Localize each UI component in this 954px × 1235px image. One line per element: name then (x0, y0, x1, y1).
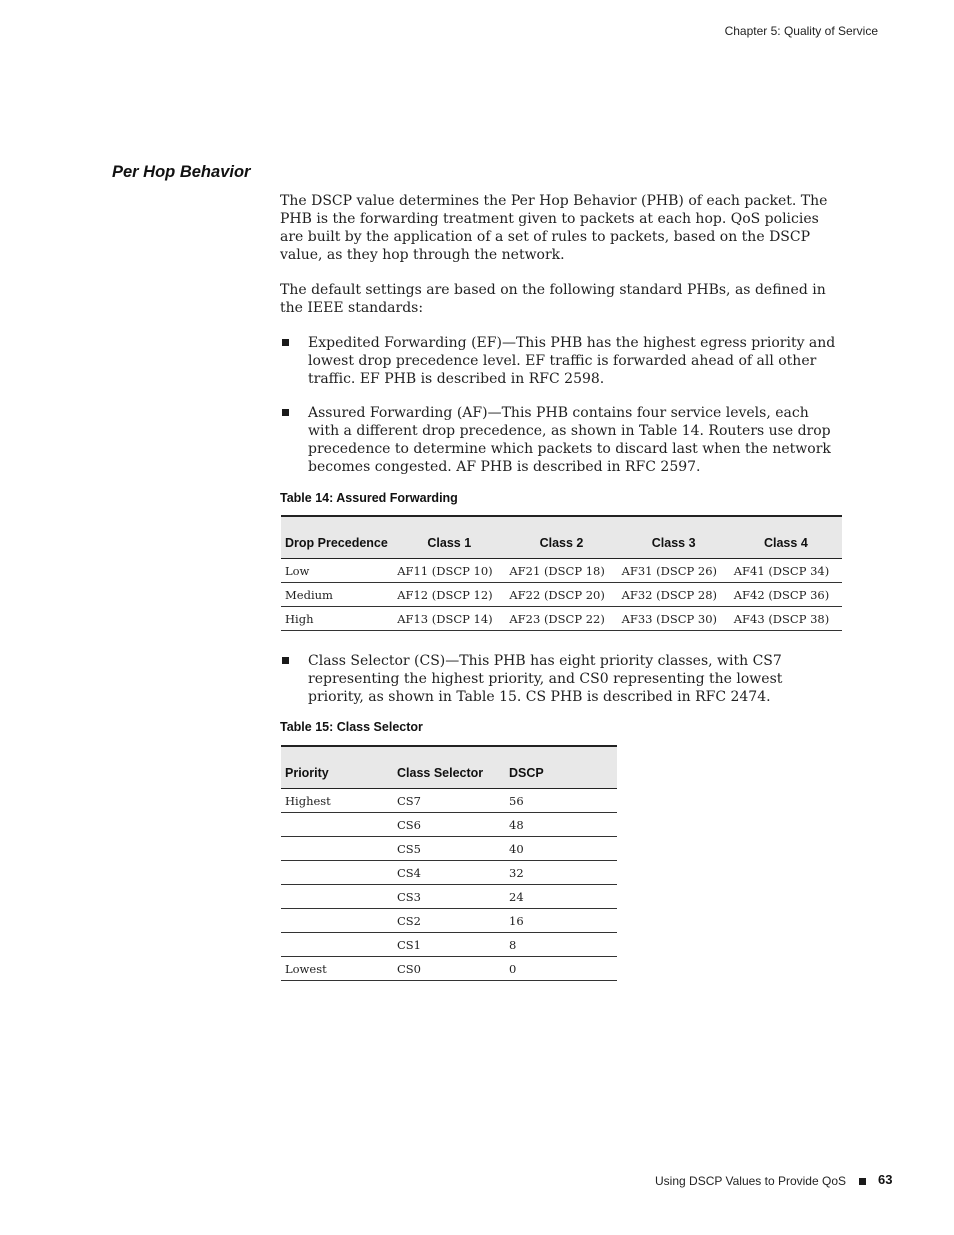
running-footer: Using DSCP Values to Provide QoS (655, 1174, 846, 1188)
bullet-item-af (280, 404, 842, 476)
section-title: Per Hop Behavior (112, 163, 251, 181)
page-number: 63 (878, 1172, 893, 1187)
table-cell: CS5 (393, 837, 505, 861)
table-header-row (281, 516, 842, 559)
table-14-caption: Table 14: Assured Forwarding (280, 491, 458, 505)
defaults-paragraph: The default settings are based on the following standard PHBs, as defined in the IEEE standards: (280, 282, 826, 316)
column-header: Class 2 (505, 516, 617, 559)
intro-paragraph: The DSCP value determines the Per Hop Behavior (PHB) of each packet. The PHB is the forwarding treatment given to packets at each hop. QoS policies are built by the application of a set of rules to packets, based on the DSCP value, as they hop through the network. (280, 193, 828, 263)
column-header: DSCP (505, 746, 617, 789)
table-cell: AF13 (DSCP 14) (393, 607, 505, 631)
table-15-caption: Table 15: Class Selector (280, 720, 423, 734)
table-cell: AF23 (DSCP 22) (505, 607, 617, 631)
table-cell: AF31 (DSCP 26) (618, 559, 730, 583)
column-header: Class 4 (730, 516, 842, 559)
table-cell: 56 (505, 789, 617, 813)
table-cell: CS7 (393, 789, 505, 813)
table-cell: 24 (505, 885, 617, 909)
table-cell: 16 (505, 909, 617, 933)
table-row (281, 885, 617, 909)
table-cell: AF43 (DSCP 38) (730, 607, 842, 631)
table-cell: CS2 (393, 909, 505, 933)
table-row (281, 789, 617, 813)
table-cell: CS3 (393, 885, 505, 909)
table-cell: AF32 (DSCP 28) (618, 583, 730, 607)
table-cell: Highest (281, 789, 393, 813)
table-cell: High (281, 607, 393, 631)
table-cell: AF12 (DSCP 12) (393, 583, 505, 607)
table-row (281, 813, 617, 837)
table-cell (281, 885, 393, 909)
table-cell: AF42 (DSCP 36) (730, 583, 842, 607)
table-row (281, 559, 842, 583)
table-cell: AF21 (DSCP 18) (505, 559, 617, 583)
table-cell (281, 933, 393, 957)
table-cell: CS1 (393, 933, 505, 957)
table-cell (281, 861, 393, 885)
table-cell: AF33 (DSCP 30) (618, 607, 730, 631)
bullet-text: Expedited Forwarding (EF)—This PHB has the highest egress priority and lowest drop precedence level. EF traffic is forwarded ahead of all other traffic. EF PHB is described in RFC 2598. (308, 335, 836, 387)
table-cell: Lowest (281, 957, 393, 981)
bullet-item-cs (280, 652, 842, 706)
column-header: Class Selector (393, 746, 505, 789)
table-cell: Low (281, 559, 393, 583)
table-cell: CS6 (393, 813, 505, 837)
table-cell: AF41 (DSCP 34) (730, 559, 842, 583)
table-row (281, 583, 842, 607)
table-cell: AF11 (DSCP 10) (393, 559, 505, 583)
table-cell (281, 837, 393, 861)
running-header: Chapter 5: Quality of Service (724, 24, 878, 38)
column-header: Class 1 (393, 516, 505, 559)
column-header: Class 3 (618, 516, 730, 559)
table-cell: CS0 (393, 957, 505, 981)
table-cell: 32 (505, 861, 617, 885)
bullet-item-ef (280, 334, 842, 388)
table-cell: CS4 (393, 861, 505, 885)
table-cell: 40 (505, 837, 617, 861)
bullet-square-icon (282, 409, 289, 416)
bullet-text: Assured Forwarding (AF)—This PHB contains four service levels, each with a different drop precedence, as shown in Table 14. Routers use drop precedence to determine which packets to discard last when the network becomes congested. AF PHB is described in RFC 2597. (308, 405, 831, 475)
table-cell (281, 813, 393, 837)
table-row (281, 909, 617, 933)
column-header: Drop Precedence (281, 516, 393, 559)
table-header-row (281, 746, 617, 789)
class-selector-table (281, 745, 617, 981)
table-cell: 0 (505, 957, 617, 981)
table-cell: 8 (505, 933, 617, 957)
column-header: Priority (281, 746, 393, 789)
table-cell: AF22 (DSCP 20) (505, 583, 617, 607)
table-cell: Medium (281, 583, 393, 607)
bullet-square-icon (282, 339, 289, 346)
bullet-square-icon (282, 657, 289, 664)
assured-forwarding-table (281, 515, 842, 631)
bullet-text: Class Selector (CS)—This PHB has eight priority classes, with CS7 representing the highest priority, and CS0 representing the lowest priority, as shown in Table 15. CS PHB is described in RFC 2474. (308, 653, 783, 705)
footer-square-icon (859, 1178, 866, 1185)
table-row (281, 957, 617, 981)
table-row (281, 607, 842, 631)
table-cell (281, 909, 393, 933)
table-row (281, 933, 617, 957)
table-row (281, 837, 617, 861)
table-cell: 48 (505, 813, 617, 837)
table-row (281, 861, 617, 885)
